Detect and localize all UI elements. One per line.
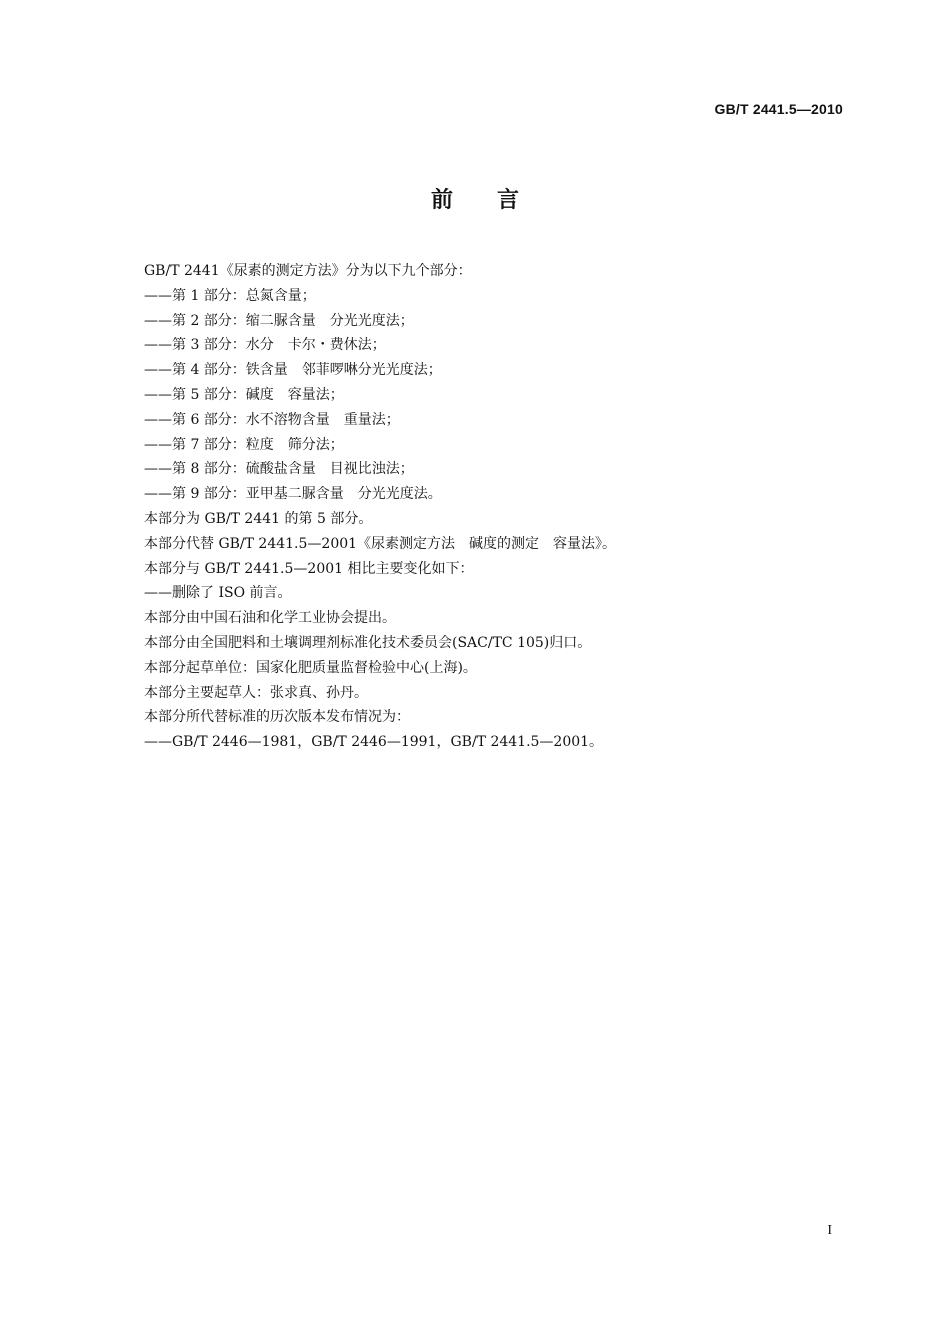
list-item: ——第 4 部分：铁含量 邻菲啰啉分光光度法； — [144, 362, 442, 379]
list-item: ——第 7 部分：粒度 筛分法； — [144, 436, 344, 453]
text-line: 本部分由全国肥料和土壤调理剂标准化技术委员会(SAC/TC 105)归口。 — [144, 634, 592, 651]
list-item: ——第 2 部分：缩二脲含量 分光光度法； — [144, 312, 414, 329]
foreword-body — [144, 262, 844, 758]
list-item: ——删除了 ISO 前言。 — [144, 585, 292, 602]
text-line: 本部分为 GB/T 2441 的第 5 部分。 — [144, 510, 373, 527]
list-item: ——第 3 部分：水分 卡尔・费休法； — [144, 337, 386, 354]
text-line: 本部分起草单位：国家化肥质量监督检验中心(上海)。 — [144, 659, 477, 676]
list-item: ——第 5 部分：碱度 容量法； — [144, 386, 344, 403]
text-line: 本部分由中国石油和化学工业协会提出。 — [144, 610, 396, 627]
standard-number: GB/T 2441.5—2010 — [714, 101, 843, 117]
text-line: 本部分与 GB/T 2441.5—2001 相比主要变化如下： — [144, 560, 474, 577]
list-item: ——第 1 部分：总氮含量； — [144, 287, 316, 304]
page-number: I — [827, 1223, 832, 1238]
text-line: 本部分主要起草人：张求真、孙丹。 — [144, 684, 368, 701]
list-item: ——第 9 部分：亚甲基二脲含量 分光光度法。 — [144, 486, 442, 503]
list-item: ——第 8 部分：硫酸盐含量 目视比浊法； — [144, 461, 414, 478]
text-line: 本部分代替 GB/T 2441.5—2001《尿素测定方法 碱度的测定 容量法》。 — [144, 535, 617, 552]
list-item: ——第 6 部分：水不溶物含量 重量法； — [144, 411, 400, 428]
text-line: 本部分所代替标准的历次版本发布情况为： — [144, 709, 410, 726]
text-line: GB/T 2441《尿素的测定方法》分为以下九个部分： — [144, 263, 472, 279]
list-item: ——GB/T 2446—1981，GB/T 2446—1991，GB/T 2441.5—2001。 — [144, 734, 604, 751]
page-title: 前言 — [430, 188, 563, 213]
